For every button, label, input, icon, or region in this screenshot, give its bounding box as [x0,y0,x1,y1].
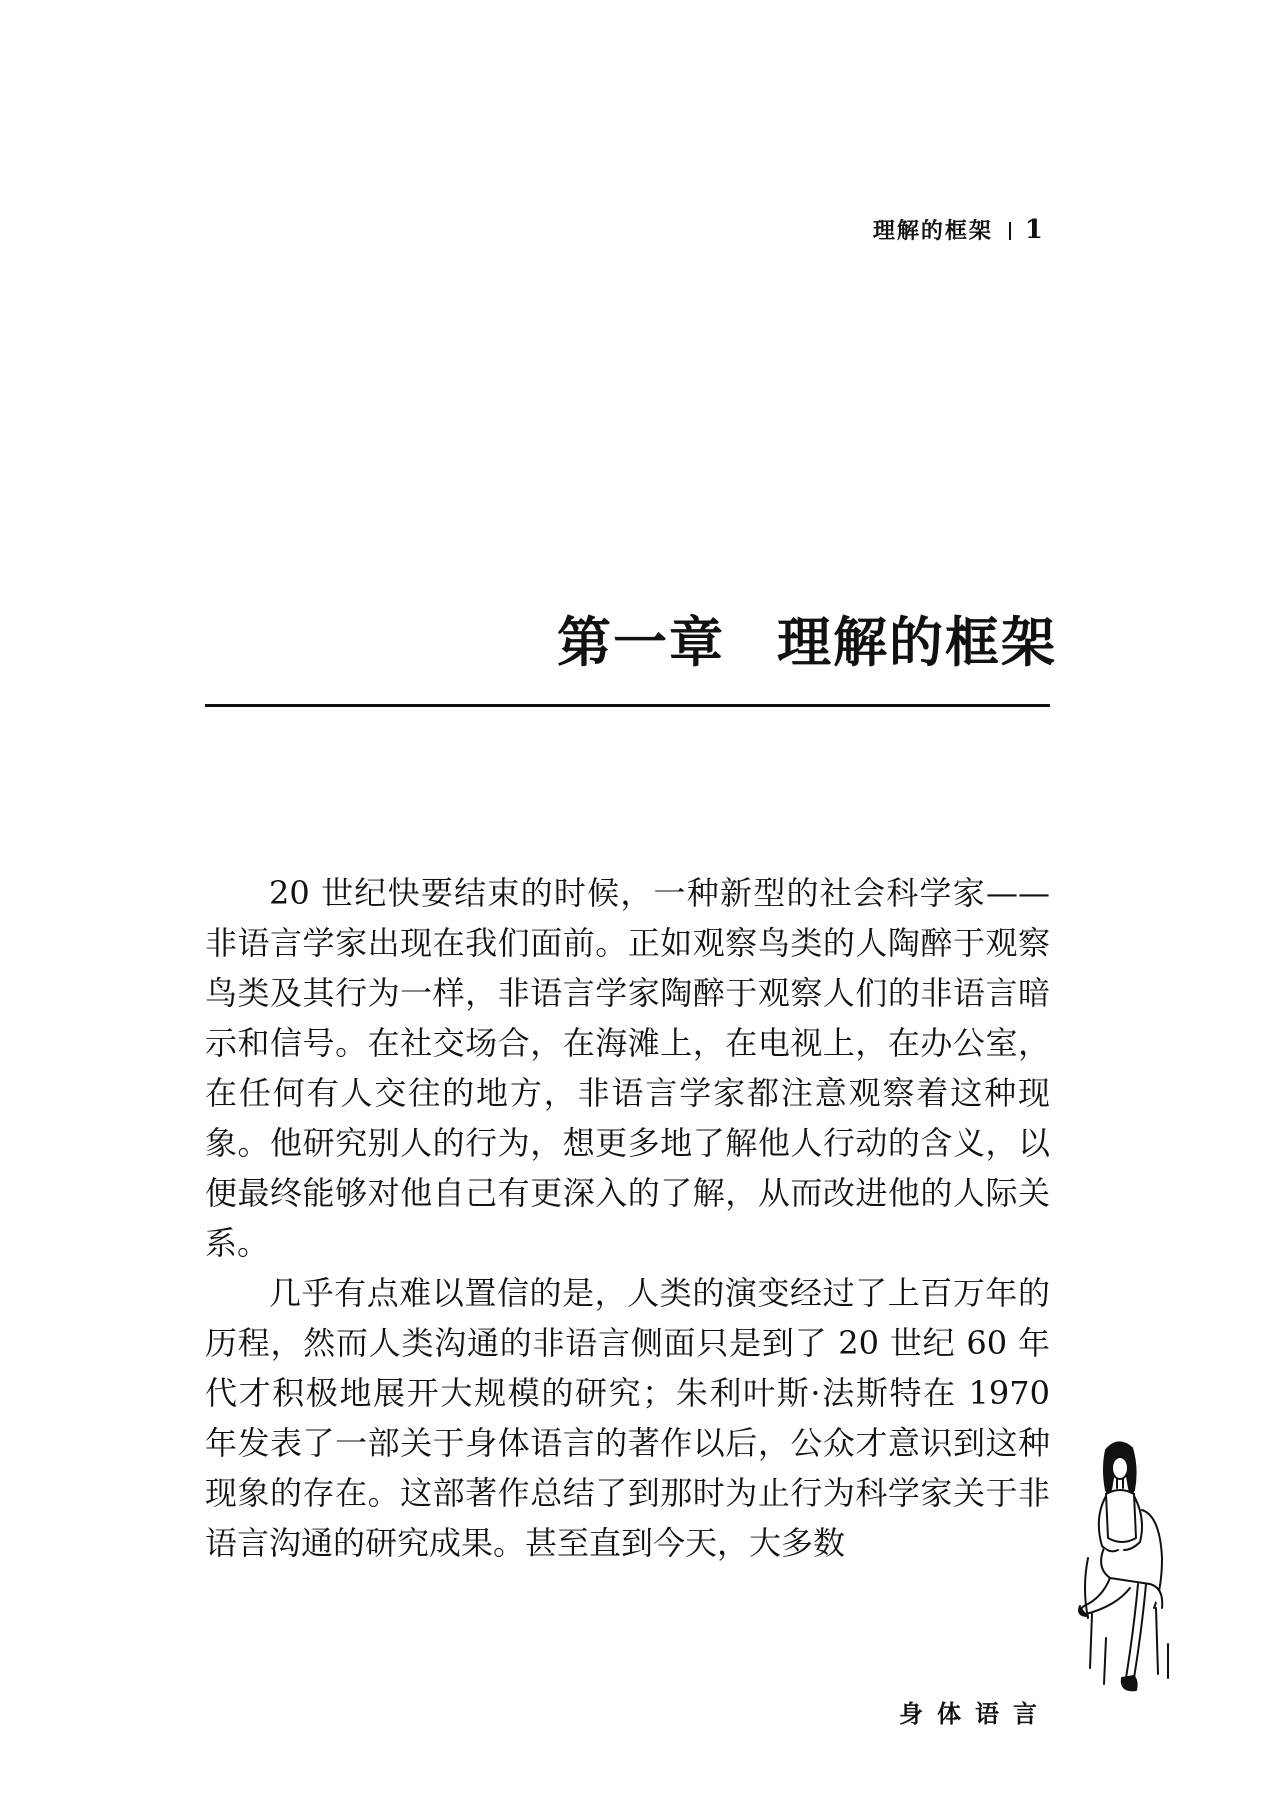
running-head [873,214,1045,245]
page-number: 1 [1024,215,1045,245]
running-head-title: 理解的框架 [872,218,993,244]
chapter-title-rule [205,704,1050,707]
chapter-title: 理解的框架 [777,610,1057,674]
footer-book-title: 身体语言 [899,1699,1051,1728]
paragraph-1: 20 世纪快要结束的时候，一种新型的社会科学家——非语言学家出现在我们面前。正如观察鸟类的人陶醉于观察鸟类及其行为一样，非语言学家陶醉于观察人们的非语言暗示和信号。在社交场合，在海滩上，在电视上，在办公室，在任何有人交往的地方，非语言学家都注意观察着这种现象。他研究别人的行为，想更多地了解他人行动的含义，以便最终能够对他自己有更深入的了解，从而改进他的人际关系。 [205,874,1050,1262]
paragraph-2: 几乎有点难以置信的是，人类的演变经过了上百万年的历程，然而人类沟通的非语言侧面只是到了 20 世纪 60 年代才积极地展开大规模的研究；朱利叶斯·法斯特在 1970 年发表了一部关于身体语言的著作以后，公众才意识到这种现象的存在。这部著作总结了到那时为止行为科学家关于非语言沟通的研究成果。甚至直到今天，大多数 [205,1274,1050,1562]
chapter-heading [557,600,1057,677]
running-head-separator [1009,222,1011,240]
body-text [205,868,1050,1568]
seated-woman-sketch-icon [1076,1438,1176,1738]
chapter-number: 第一章 [557,610,725,674]
